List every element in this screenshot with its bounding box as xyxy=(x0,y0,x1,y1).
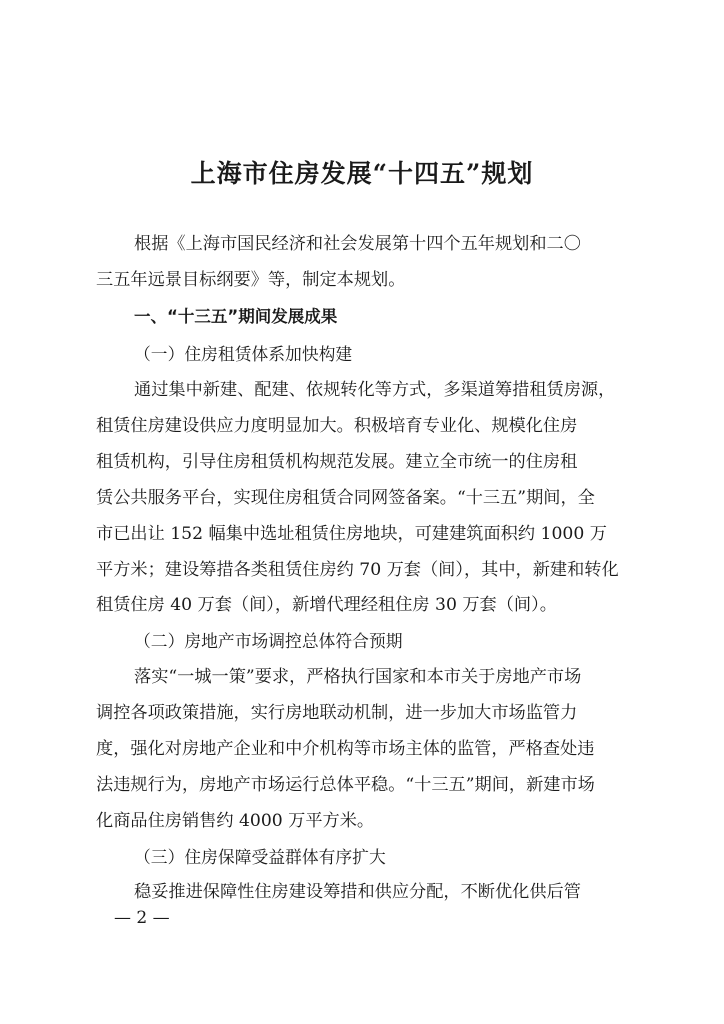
paragraph-line: 根据《上海市国民经济和社会发展第十四个五年规划和二〇 xyxy=(134,234,581,254)
paragraph-line: 租赁住房 40 万套（间），新增代理经租住房 30 万套（间）。 xyxy=(96,595,557,615)
subsection-heading: （一）住房租赁体系加快构建 xyxy=(134,344,353,364)
subsection-heading: （三）住房保障受益群体有序扩大 xyxy=(134,847,386,867)
paragraph-line: 赁公共服务平台，实现住房租赁合同网签备案。“十三五”期间，全 xyxy=(96,488,595,508)
paragraph-line: 调控各项政策措施，实行房地联动机制，进一步加大市场监管力 xyxy=(96,703,578,723)
paragraph-line: 落实“一城一策”要求，严格执行国家和本市关于房地产市场 xyxy=(134,667,582,687)
paragraph-line: 法违规行为，房地产市场运行总体平稳。“十三五”期间，新建市场 xyxy=(96,775,595,795)
paragraph-line: 稳妥推进保障性住房建设筹措和供应分配，不断优化供后管 xyxy=(134,882,581,902)
paragraph-line: 度，强化对房地产企业和中介机构等市场主体的监管，严格查处违 xyxy=(96,739,595,759)
paragraph-line: 平方米；建设筹措各类租赁住房约 70 万套（间），其中，新建和转化 xyxy=(96,560,619,580)
paragraph-line: 通过集中新建、配建、依规转化等方式，多渠道筹措租赁房源， xyxy=(134,380,616,400)
paragraph-line: 市已出让 152 幅集中选址租赁住房地块，可建建筑面积约 1000 万 xyxy=(96,524,607,544)
page-number: — 2 — xyxy=(114,908,170,928)
document-title: 上海市住房发展“十四五”规划 xyxy=(190,159,534,188)
paragraph-line: 化商品住房销售约 4000 万平方米。 xyxy=(96,811,375,831)
subsection-heading: （二）房地产市场调控总体符合预期 xyxy=(134,631,403,651)
paragraph-line: 租赁机构，引导住房租赁机构规范发展。建立全市统一的住房租 xyxy=(96,452,578,472)
paragraph-line: 三五年远景目标纲要》等，制定本规划。 xyxy=(96,270,406,290)
paragraph-line: 租赁住房建设供应力度明显加大。积极培育专业化、规模化住房 xyxy=(96,416,578,436)
section-heading: 一、“十三五”期间发展成果 xyxy=(134,307,338,326)
